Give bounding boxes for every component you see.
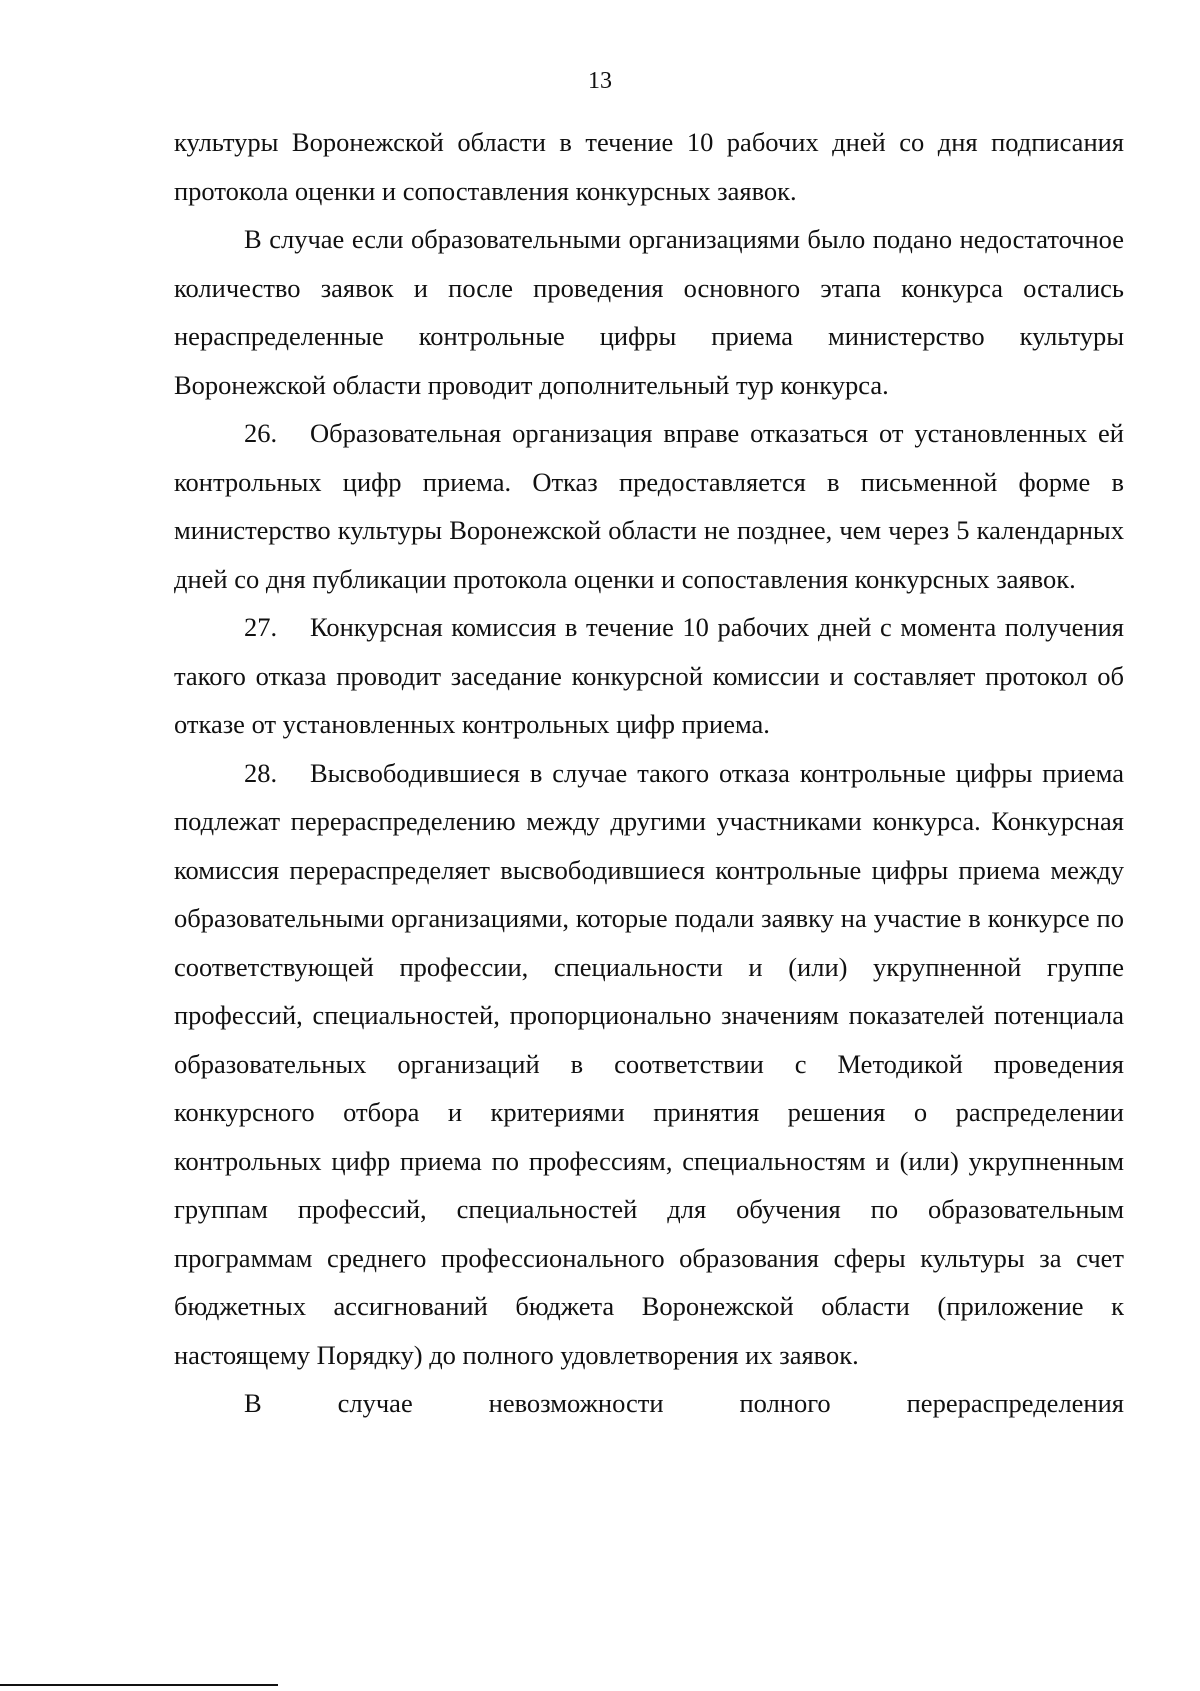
footer-rule [0, 1684, 278, 1686]
paragraph-text: культуры Воронежской области в течение 10 рабочих дней со дня подписания протокола оценки и сопоставления конкурсных заявок. [174, 127, 1124, 206]
paragraph-26 [174, 409, 1124, 603]
paragraph-27 [174, 603, 1124, 749]
paragraph-impossible [174, 1379, 1124, 1428]
paragraph-text: Конкурсная комиссия в течение 10 рабочих дней с момента получения такого отказа проводит заседание конкурсной комиссии и составляет протокол об отказе от установленных контрольных цифр приема. [174, 612, 1124, 739]
paragraph-text: В случае если образовательными организациями было подано недостаточное количество заявок и после проведения основного этапа конкурса остались нераспределенные контрольные цифры приема министерство культуры Воронежской области проводит дополнительный тур конкурса. [174, 224, 1124, 400]
paragraph-text: В случае невозможности полного перераспределения [244, 1388, 1124, 1418]
paragraph-text: Высвободившиеся в случае такого отказа контрольные цифры приема подлежат перераспределению между другими участниками конкурса. Конкурсная комиссия перераспределяет высвободившиеся контрольные цифры приема между образовательными организациями, которые подали заявку на участие в конкурсе по соответствующей профессии, специальности и (или) укрупненной группе профессий, специальностей, пропорционально значениям показателей потенциала образовательных организаций в соответствии с Методикой проведения конкурсного отбора и критериями принятия решения о распределении контрольных цифр приема по профессиям, специальностям и (или) укрупненным группам профессий, специальностей для обучения по образовательным программам среднего профессионального образования сферы культуры за счет бюджетных ассигнований бюджета Воронежской области (приложение к настоящему Порядку) до полного удовлетворения их заявок. [174, 757, 1124, 1370]
document-body [174, 118, 1124, 1428]
paragraph-additional-round [174, 215, 1124, 409]
paragraph-number: 26. [244, 418, 278, 448]
paragraph-continued [174, 118, 1124, 215]
paragraph-28 [174, 749, 1124, 1380]
paragraph-number: 27. [244, 612, 278, 642]
page-number: 13 [588, 68, 612, 94]
paragraph-text: Образовательная организация вправе отказаться от установленных ей контрольных цифр приема. Отказ предоставляется в письменной форме в министерство культуры Воронежской области не позднее, чем через 5 календарных дней со дня публикации протокола оценки и сопоставления конкурсных заявок. [174, 418, 1124, 594]
paragraph-number: 28. [244, 757, 278, 788]
